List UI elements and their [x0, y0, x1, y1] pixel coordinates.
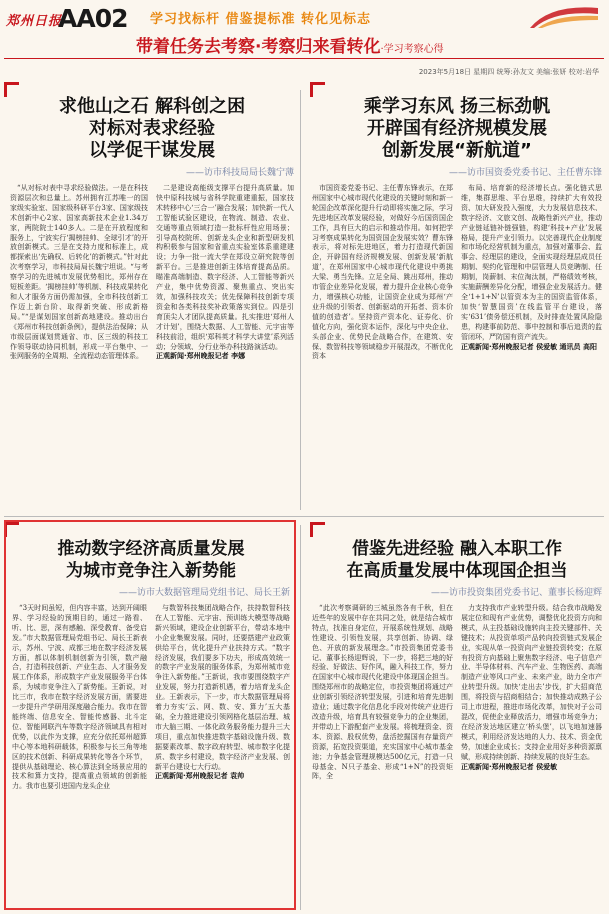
title-line: 推动数字经济高质量发展 [57, 539, 245, 559]
body-text: 力支持我市产业转型升级。结合我市战略发展定位和现有产业优势，调整优化投资方向和模式，从主投基础设施转向主投关键部件、关键技术；从投资单项产品转向投资链式发展企业，实现从单一投资向产业链投资转变；在原有投资方向基础上聚焦数字经济、电子信息产业、半导体材料、汽车产业、生物医药、高端制造产业等风口产业、未来产业，助力全市产业转型升级。加快‘走出去’步伐，扩大招商范围，将投资与招商相结合；加快推动成熟子公司上市进程，推进市场化改革，加快对子公司混改，促使企业释放活力，增强市场竞争力；在经济发达地区建立‘桥头堡’，以飞地加速器模式，利用经济发达地的人力、技术、资金优势，加速企业成长；支持企业用好多种资源禀赋，形成持续创新、持续发展的良好生态。 [461, 604, 602, 761]
title-line: 开辟国有经济规模发展 [367, 118, 547, 139]
flag-decoration-icon [520, 2, 600, 30]
body-text: “此次考察调研的三城虽然各有千秋，但在近些年的发展中存在共同之处，就是结合城市特点，找准自身定位，开展系统性规划、战略性建设、引领性发展，共享创新、协调、绿色、开放的新发展理念。”市投资集团党委书记、董事长杨迎辉说，下一步，将把三地的好经验、好做法、好作风，融入科技工作，努力在国家中心城市现代化建设中体现国企担当。围绕郑州市的战略定位，市投资集团将通过产业创新引领经济转型发展，引进和培育先进制造业；通过数字化信息化手段对传统产业进行改造升级，培育具有较强竞争力的企业集团，并带动上下游配套产业发展。将梳理资金、资本、资源、股权优势，盘活挖掘国有存量资产资源，拓宽投资渠道，充实国家中心城市基金池；力争基金管理规模达500亿元，打造一只母基金、N只子基金、形成“1+N”的投资矩阵，全 [312, 604, 453, 781]
title-line: 以学促干谋发展 [89, 140, 215, 161]
title-line: 求他山之石 解科创之困 [58, 96, 246, 117]
article-byline: ——访市国资委党委书记、主任曹东锋 [448, 168, 602, 178]
article-investment-group [312, 538, 602, 904]
title-line: 创新发展“新航道” [382, 140, 532, 161]
corner-mark [4, 82, 19, 97]
article-big-data [12, 538, 290, 904]
title-line: 乘学习东风 扬三标劲帆 [363, 96, 551, 117]
body-text: 市国资委党委书记、主任曹东锋表示，在郑州国家中心城市现代化建设的关键时刻和新一轮国企改革深化提升行动即将实施之际，学习先进地区改革发展经验，对做好今后国资国企工作，具有巨大的启示和推动作用。如何把学习考察成果转化为国资国企发展实效？曹东锋表示，将对标先进地区，着力打造现代新国企，开辟国有经济规模发展、创新发展‘新航道’，在郑州国家中心城市现代化建设中勇挑大梁、勇当先锋。立足全局、跳出郑州，推动市管企业差异化发展，着力提升企业核心竞争力，增强核心功能，让国资企业成为郑州‘产业升级的引领者、创新驱动的开拓者、资本价值的创造者’。坚持资产资本化、证券化、价值化方向，强化资本运作，深化与中央企业、头部企业、优势民企战略合作，在建筑、安保、数智科技等领域稳步开展混改，不断优化资本 [312, 184, 453, 361]
article-byline: ——访市科技局局长魏宁薄 [185, 168, 294, 178]
article-title [312, 96, 602, 162]
body-column [312, 184, 453, 499]
row-divider [4, 516, 604, 517]
issue-meta: 2023年5月18日 星期四 统筹:孙友文 美编:张妍 校对:岩华 [418, 68, 599, 76]
body-text: 与数智科技集团战略合作，扶持数智科技在人工智能、元宇宙、预训练大模型等战略新兴领域，建设企业创新平台，带动本地中小企业集聚发展。同时，还要搭建产业政策供给平台，优化提升产业扶持方式。“数字经济发展，我们要多下功夫，形成高效统一的数字产业发展的服务体系，为郑州城市竞争注入新势能。”王新说，我市要围绕数字产业发展，努力打造新机遇，着力培育龙头企业。王新表示，下一步，市大数据管理局将着力夯实‘云、网、数、安、算力’五大基础，全力推进建设引领网格化基层治理、城市大脑三期、一体化政务服务能力提升三大项目，重点加快推进数字基础设施升级、数据要素改革、数字政府转型、城市数字化提质、数字乡村建设，数字经济产业发展、创新平台建设七大行动。 [155, 604, 290, 771]
article-byline: ——访市投资集团党委书记、董事长杨迎辉 [430, 588, 602, 598]
body-column [155, 604, 290, 904]
article-title [10, 96, 294, 162]
article-state-assets [312, 96, 602, 499]
body-column [312, 604, 453, 904]
page-number-value: A02 [76, 4, 128, 33]
article-byline: ——访市大数据管理局党组书记、局长王新 [118, 588, 290, 598]
slogan-main-text: 带着任务去考察·考察归来看转化 [136, 37, 381, 57]
body-text: “从对标对表中寻求经验做法。一是在科技资源层次和总量上。苏州拥有江苏唯一的国家级实验室、国家级科研平台3家、国家级技术创新中心2家、国家高新技术企业1.34万家，两院院士140多人。二是在开放程度和服务上，宁波实行‘揭榜挂帅、全球引才’的开放创新模式。三是在支持力度和标准上，成都探索出‘先确权、后转化’的新模式。”针对此次考察学习，市科技局局长魏宁坦说。“与考察学习的先进城市发展优势相比，郑州存在短板差距。‘揭榜挂帅’等机制、科技成果转化和人才服务方面仍需加强，全市科技创新工作迈上新台阶、取得新突破、形成新格局。”“是谋划国家创新高地建设。推动出台《郑州市科技创新条例》，提供法治保障；从市级层面谋划贯通省、市、区三级的科技工作领导联动协同机制，形成一平台集中、一张网服务的全周期、全流程动态管理体系。 [10, 184, 148, 361]
body-column [12, 604, 147, 904]
article-title [12, 538, 290, 582]
header-divider [4, 58, 604, 59]
slogan-sub: ·学习考察心得 [380, 44, 444, 55]
article-body [312, 604, 602, 904]
newspaper-logo: 郑州日报 [6, 14, 63, 29]
corner-mark [310, 522, 325, 537]
title-line: 借鉴先进经验 融入本职工作 [352, 539, 562, 559]
page-number: AA02 [58, 4, 128, 33]
article-signature: 正观新闻·郑州晚报记者 袁帅 [155, 772, 245, 781]
corner-mark [310, 82, 325, 97]
body-text: “3天时间虽短，但内容丰富，达到开阔眼界、学习经验的预期目的，通过一路看、听、比、思，深有感触、深受教育、备受启发。”市大数据管理局党组书记、局长王新表示，苏州、宁波、成都三地在数字经济发展方面，都以体制机制创新为引领，数产融合，打造科技创新、产业生态、人才服务发展工作体系，形成数字产业发展服务平台体系，为城市竞争注入了新势能。王新说，对比三市，我市在数字经济发展方面，需要进一步提升产学研用深度融合能力。我市在智能终端、信息安全、智能传感器、北斗定位、智能网联汽车等数字经济领域具有相对优势，以此作为支撑，应充分依托郑州超算中心等本地科研载体，积极参与长三角等地区的技术创新、科研成果转化等各个环节，提供从基础理论、核心算法到全场景应用的技术和算力支持，提高重点领域的创新能力。我市也要引进国内龙头企业 [12, 604, 147, 791]
title-line: 在高质量发展中体现国企担当 [346, 561, 568, 581]
article-signature: 正观新闻·郑州晚报记者 李娜 [156, 352, 246, 361]
title-line: 为城市竞争注入新势能 [66, 561, 236, 581]
article-body [10, 184, 294, 499]
column-divider-top [300, 90, 301, 510]
body-text: 布局、培育新的经济增长点。强化链式思维，集群思维、平台思维，持续扩大有效投资、加大研发投入强度，大力发展信息技术、数字经济、文旅文创、战略性新兴产业，推动产业链延链补链强链，构建‘科技+产业’发展格局，提升产业引领力。以完善现代企业制度和市场化经营机制为重点，加强对董事会、监事会、经理层的建设，全面实现经理层成员任期制、契约化管理和中层管理人员竞聘制、任期制，岗薪制、末位淘汰制，严格绩效考核，实施薪酬差异化分配，增强企业发展活力。健全‘1+1+N’以管资本为主的国资监管体系，加快‘智慧国资’在线监管平台建设，落实‘631’债务偿还机制，及时排查处置风险隐患，构建事前防范、事中控制和事后追责的监管闭环，严防国有资产流失。 [461, 184, 602, 341]
page-header [0, 0, 609, 80]
title-line: 对标对表求经验 [89, 118, 215, 139]
article-body [12, 604, 290, 904]
slogan-top: 学习找标杆 借鉴提标准 转化见标志 [150, 12, 372, 27]
slogan-main [136, 32, 444, 57]
body-column [461, 184, 602, 499]
article-signature: 正观新闻·郑州晚报记者 侯爱敏 通讯员 高阳 [461, 342, 597, 351]
article-science-bureau [10, 96, 294, 499]
article-signature: 正观新闻·郑州晚报记者 侯爱敏 [461, 762, 558, 771]
body-column [10, 184, 148, 499]
body-column [461, 604, 602, 904]
article-title [312, 538, 602, 582]
body-text: 二是建设高能级支撑平台提升高质量。加快中原科技城与省科学院重建重振，国家技术转移中心‘三合一’融合发展；加快新一代人工智能试验区建设，在物流、制造、农业、交通等重点领域打造一批标杆性应用场景；引导高校院所、创新龙头企业和新型研发机构积极参与国家和省重点实验室体系重建建设；力争一批一流大学在郑设立研究院等创新平台。三是推进创新主体培育提高品质。瞄准高端制造、数字经济、人工智能等新兴产业，集中优势资源、聚焦重点、突出实效，加强科技攻关；优先保障科技创新专项资金和各类科技奖补政策落实到位。四是引育顶尖人才团队提高质量。扎实推进‘郑州人才计划’，围绕大数据、人工智能、元宇宙等科技前沿，组织‘郑科英才科学大讲堂’系列活动；分领域、分行业举办科技路演活动。 [156, 184, 294, 351]
body-column [156, 184, 294, 499]
column-divider-bottom [300, 525, 301, 910]
article-body [312, 184, 602, 499]
